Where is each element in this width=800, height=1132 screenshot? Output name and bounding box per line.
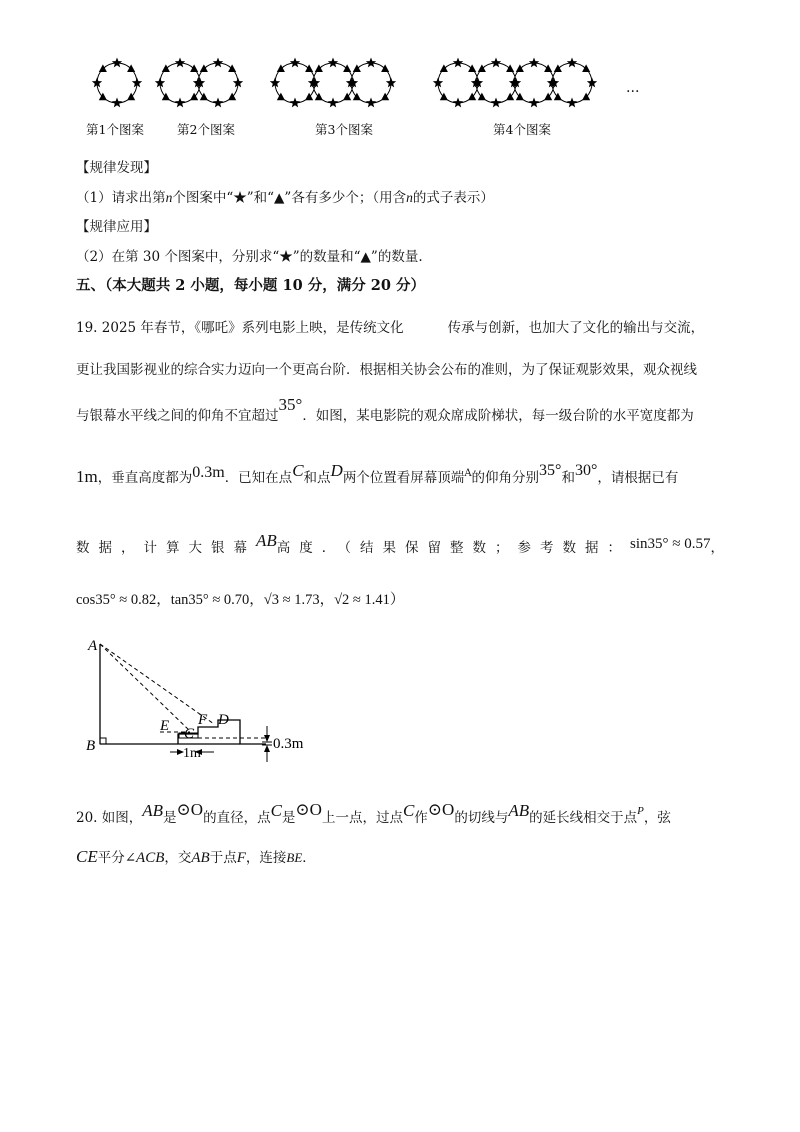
- q20-t13: ．: [302, 850, 316, 866]
- label-1m: 1m: [183, 746, 201, 761]
- star-icon: [491, 98, 501, 108]
- q20-t3: 是: [281, 810, 296, 826]
- triangle-icon: [228, 64, 236, 72]
- label-b: B: [86, 738, 96, 754]
- q19-line-6: cos35° ≈ 0.82，tan35° ≈ 0.70，√3 ≈ 1.73，√2 ≈ 1.41）: [76, 592, 405, 608]
- star-icon: [112, 58, 122, 68]
- point-d: D: [330, 461, 343, 480]
- caption-pattern-2: 第2个图案: [177, 122, 235, 137]
- label-c: C: [184, 726, 195, 742]
- triangle-icon: [277, 64, 285, 72]
- question-1: [76, 186, 494, 206]
- dim-03m-arrow-bottom: [264, 745, 270, 752]
- triangle-icon: [516, 64, 524, 72]
- q20-c: C: [270, 801, 282, 820]
- triangle-icon: [315, 64, 323, 72]
- q20-t1: 是: [163, 810, 177, 826]
- label-a: A: [88, 638, 98, 654]
- triangle-icon: [99, 64, 107, 72]
- q1-text-b: 个图案中“★”和“▲”各有多少个；（用含: [172, 190, 407, 206]
- q20-t10: ，交: [164, 850, 192, 866]
- triangle-icon: [440, 64, 448, 72]
- q20-num: 20. 如图，: [76, 810, 143, 826]
- q19-line3-a: 与银幕水平线之间的仰角不宜超过: [76, 408, 279, 424]
- star-icon: [175, 58, 185, 68]
- section-five-heading: 五、（本大题共 2 小题，每小题 10 分，满分 20 分）: [76, 277, 425, 294]
- q19-line4-e: 的仰角分别: [471, 470, 540, 486]
- ellipsis: …: [626, 80, 640, 96]
- star-icon: [328, 98, 338, 108]
- rule-discovery-heading: 【规律发现】: [76, 160, 157, 176]
- triangle-icon: [544, 64, 552, 72]
- triangle-icon: [190, 64, 198, 72]
- q20-ab2: AB: [508, 801, 530, 820]
- point-c: C: [292, 461, 304, 480]
- q19-line-4: [76, 461, 679, 487]
- q20-acb: ACB: [136, 850, 165, 866]
- sin-reference: sin35° ≈ 0.57: [630, 536, 711, 552]
- rule-application-heading: 【规律应用】: [76, 219, 157, 235]
- q20-t9: 平分∠: [97, 850, 137, 866]
- comma: ，: [710, 540, 725, 556]
- q19-line4-c: 和点: [303, 470, 331, 486]
- q19-line4-f: 和: [561, 470, 575, 486]
- caption-pattern-3: 第3个图案: [315, 122, 373, 137]
- q1-var-n: n: [165, 190, 173, 205]
- q20-t2: 的直径，点: [203, 810, 271, 826]
- star-icon: [567, 58, 577, 68]
- q20-ab3: AB: [191, 850, 210, 866]
- star-triangle-patterns: [80, 50, 640, 120]
- star-icon: [366, 58, 376, 68]
- q20-t11: 于点: [209, 850, 237, 866]
- circle-o-2: ⊙O: [295, 800, 322, 819]
- sight-line-c: [100, 644, 190, 731]
- q19-line1-b: 传承与创新，也加大了文化的输出与交流，: [447, 320, 705, 336]
- triangle-icon: [305, 64, 313, 72]
- segment-ab: AB: [256, 531, 277, 550]
- q20-t12: ，连接: [245, 850, 287, 866]
- sight-line-d: [100, 644, 214, 724]
- triangle-icon: [554, 64, 562, 72]
- triangle-icon: [478, 64, 486, 72]
- q20-line-2: [76, 846, 316, 867]
- width-1m: 1m: [76, 467, 98, 486]
- q1-text-c: 的式子表示）: [412, 190, 494, 206]
- height-03m: 0.3m: [192, 464, 225, 481]
- angle-1: 35°: [539, 462, 562, 479]
- q20-c2: C: [402, 801, 415, 820]
- star-icon: [529, 98, 539, 108]
- triangle-icon: [353, 64, 361, 72]
- q19-line5-a: 数据，计算大银幕: [76, 540, 256, 556]
- star-icon: [328, 58, 338, 68]
- triangle-icon: [582, 64, 590, 72]
- circle-o-3: ⊙O: [427, 800, 455, 819]
- q20-f: F: [236, 850, 246, 866]
- label-d: D: [218, 712, 229, 728]
- label-e: E: [160, 718, 170, 734]
- star-icon: [290, 98, 300, 108]
- angle-2: 30°: [574, 462, 598, 479]
- q20-t8: ，弦: [643, 810, 671, 826]
- q20-ab: AB: [142, 801, 164, 820]
- triangle-icon: [343, 64, 351, 72]
- q19-line-2: 更让我国影视业的综合实力迈向一个更高台阶．根据相关协会公布的准则，为了保证观影效果，观众视线: [76, 362, 697, 378]
- q19-line-5: [76, 531, 725, 557]
- q19-figure: [80, 630, 330, 770]
- q20-t6: 的切线与: [454, 810, 509, 826]
- label-03m: 0.3m: [273, 736, 304, 752]
- star-icon: [290, 58, 300, 68]
- triangle-icon: [162, 64, 170, 72]
- q20-t4: 上一点，过点: [321, 810, 403, 826]
- caption-pattern-1: 第1个图案: [86, 122, 144, 137]
- q20-line-1: [76, 800, 671, 827]
- triangle-icon: [200, 64, 208, 72]
- triangle-icon: [381, 64, 389, 72]
- angle-35: 35°: [278, 395, 303, 414]
- question-2: （2）在第 30 个图案中，分别求“★”的数量和“▲”的数量.: [76, 249, 423, 265]
- q20-ce: CE: [76, 847, 98, 866]
- q19-line4-g: ，请根据已有: [597, 470, 679, 486]
- q20-t5: 作: [414, 810, 428, 826]
- q19-line5-b: 高度．（结果保留整数；参考数据：: [276, 540, 631, 556]
- q1-var-n2: n: [406, 190, 413, 205]
- q20-p: P: [637, 805, 644, 817]
- star-icon: [567, 98, 577, 108]
- q20-t7: 的延长线相交于点: [529, 810, 638, 826]
- caption-pattern-4: 第4个图案: [493, 122, 551, 137]
- star-icon: [529, 58, 539, 68]
- star-icon: [453, 98, 463, 108]
- q19-line4-a: ，垂直高度都为: [97, 470, 193, 486]
- q20-be: BE: [286, 850, 303, 865]
- triangle-icon: [127, 64, 135, 72]
- q19-line4-b: ．已知在点: [224, 470, 293, 486]
- q19-line1-a: 19. 2025 年春节，《哪吒》系列电影上映，是传统文化: [76, 320, 404, 336]
- q1-text-a: （1）请求出第: [76, 190, 166, 206]
- triangle-icon: [506, 64, 514, 72]
- q19-line-1: [76, 316, 704, 336]
- star-icon: [491, 58, 501, 68]
- star-icon: [213, 98, 223, 108]
- point-a-small: A: [464, 468, 472, 479]
- right-angle-mark: [100, 738, 106, 744]
- star-icon: [175, 98, 185, 108]
- circle-o-1: ⊙O: [176, 800, 204, 819]
- star-icon: [213, 58, 223, 68]
- q19-line4-d: 两个位置看屏幕顶端: [342, 470, 465, 486]
- q19-line-3: [76, 395, 694, 425]
- q19-line3-b: ．如图，某电影院的观众席成阶梯状，每一级台阶的水平宽度都为: [302, 408, 694, 424]
- label-f: F: [198, 712, 208, 728]
- triangle-icon: [468, 64, 476, 72]
- star-icon: [112, 98, 122, 108]
- star-icon: [453, 58, 463, 68]
- star-icon: [366, 98, 376, 108]
